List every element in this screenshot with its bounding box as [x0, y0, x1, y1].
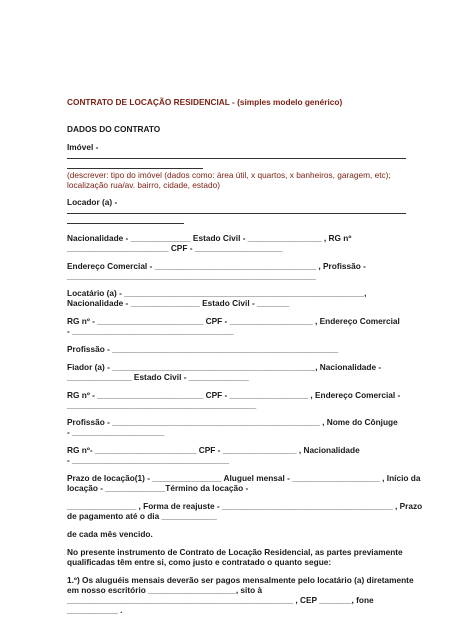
fiador-endereco-line: _________________________________________ — [67, 400, 257, 410]
contract-title-subtitle: - (simples modelo genérico) — [229, 97, 343, 107]
conjuge-nacionalidade-line: - __________________________________ — [67, 455, 229, 465]
imovel-blank-line — [67, 158, 406, 159]
locador-label: Locador (a) - — [67, 197, 118, 207]
fiador-estado-civil-line: ______________ Estado Civil - _____________ — [67, 372, 249, 382]
clausula-1-line-4: ___________ . — [67, 605, 123, 615]
prazo-line: Prazo de locação(1) - _______________ Aluguel mensal - ___________________ , Início da — [67, 473, 421, 483]
conjuge-line: - ____________________ — [67, 427, 165, 437]
imovel-label: Imóvel - — [67, 142, 99, 152]
locatario-nacionalidade-line: Nacionalidade - _______________ Estado Civil - _______ — [67, 298, 290, 308]
prazo-termino-line: locação - _____________Término da locação - — [67, 483, 249, 493]
contract-title — [67, 97, 342, 107]
reajuste-line: _______________ , Forma de reajuste - _____________________________________ , Prazo — [67, 501, 423, 511]
contract-title-main: CONTRATO DE LOCAÇÃO RESIDENCIAL — [67, 97, 230, 107]
pagamento-line: de pagamento até o dia ____________ — [67, 511, 217, 521]
locador-blank-line-short — [67, 223, 184, 224]
locatario-line: Locatário (a) - ____________________________________________________, — [67, 288, 367, 298]
section-heading: DADOS DO CONTRATO — [67, 124, 161, 134]
fiador-line: Fiador (a) - ____________________________________________, Nacionalidade - — [67, 362, 382, 372]
vencido-line: de cada mês vencido. — [67, 529, 153, 539]
clausula-1-line-2: em nosso escritório ___________________, sito à — [67, 585, 263, 595]
locador-blank-line — [67, 213, 406, 214]
nacionalidade-line: Nacionalidade - _____________ Estado Civil - ________________ , RG nº — [67, 233, 352, 243]
presente-paragraph-line-1: No presente instrumento de Contrato de Locação Residencial, as partes previamente — [67, 547, 403, 557]
blank-line: ______________________________________________________ — [67, 271, 317, 281]
locatario-endereco-line: - ___________________________________ — [67, 326, 234, 336]
clausula-1-line-1: 1.º) Os aluguéis mensais deverão ser pagos mensalmente pelo locatário (a) diretamente — [67, 575, 414, 585]
imovel-hint-line-1: (descrever: tipo do imóvel (dados como: área útil, x quartos, x banheiros, garagem, etc); — [67, 170, 391, 180]
imovel-blank-line-short — [67, 168, 203, 169]
fiador-profissao-line: Profissão - _____________________________________________ , Nome do Cônjuge — [67, 417, 398, 427]
conjuge-rg-line: RG nº- ______________________ CPF - ________________ , Nacionalidade — [67, 445, 360, 455]
imovel-hint-line-2: localização rua/av. bairro, cidade, estado) — [67, 180, 220, 190]
fiador-rg-line: RG nº - _______________________ CPF - _________________ , Endereço Comercial - — [67, 390, 401, 400]
endereco-comercial-line: Endereço Comercial - ___________________________________ , Profissão - — [67, 261, 366, 271]
locatario-rg-line: RG nº - _______________________ CPF - __________________ , Endereço Comercial — [67, 316, 400, 326]
cpf-line: ______________________ CPF - ___________________ — [67, 243, 283, 253]
locatario-profissao-line: Profissão - _________________________________________________ — [67, 344, 339, 354]
clausula-1-line-3: _________________________________________________ , CEP _______, fone — [67, 595, 374, 605]
presente-paragraph-line-2: qualificadas têm entre si, como justo e contratado o quanto segue: — [67, 557, 332, 567]
